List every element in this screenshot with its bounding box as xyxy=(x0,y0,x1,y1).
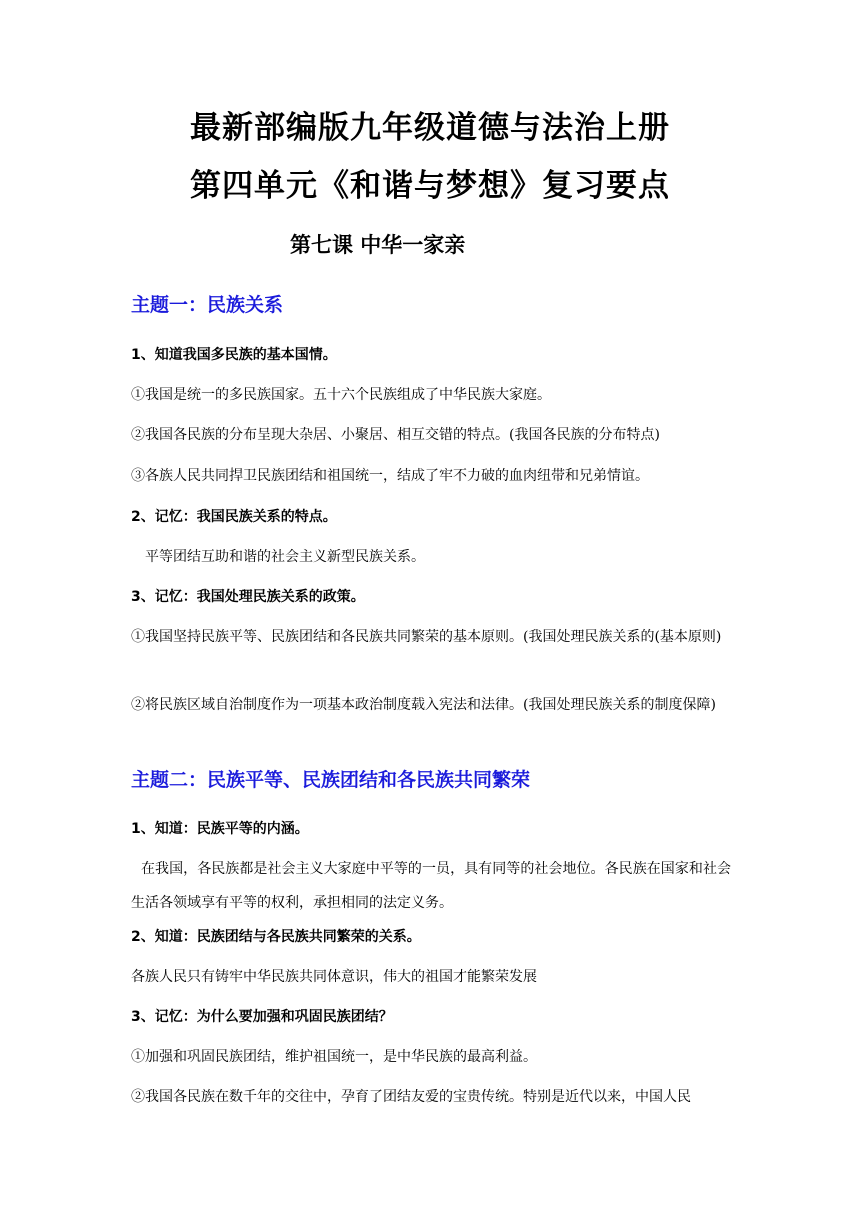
theme1-heading: 主题一：民族关系 xyxy=(131,294,284,316)
theme1-q2-answer-1: 平等团结互助和谐的社会主义新型民族关系。 xyxy=(145,549,425,565)
document-title-line2: 第四单元《和谐与梦想》复习要点 xyxy=(190,168,670,204)
theme1-q1-answer-3: ③各族人民共同捍卫民族团结和祖国统一，结成了牢不力破的血肉纽带和兄弟情谊。 xyxy=(131,468,649,484)
theme2-q3-answer-2: ②我国各民族在数千年的交往中，孕育了团结友爱的宝贵传统。特别是近代以来，中国人民 xyxy=(131,1089,691,1105)
theme1-question-3: 3、记忆：我国处理民族关系的政策。 xyxy=(131,589,365,605)
theme2-q3-answer-1: ①加强和巩固民族团结，维护祖国统一，是中华民族的最高利益。 xyxy=(131,1049,537,1065)
theme2-question-1: 1、知道：民族平等的内涵。 xyxy=(131,821,309,837)
theme1-q1-answer-1: ①我国是统一的多民族国家。五十六个民族组成了中华民族大家庭。 xyxy=(131,387,551,403)
theme2-question-2: 2、知道：民族团结与各民族共同繁荣的关系。 xyxy=(131,929,421,945)
theme2-q1-answer-1: 在我国，各民族都是社会主义大家庭中平等的一员，具有同等的社会地位。各民族在国家和社会生活各领域享有平等的权利，承担相同的法定义务。 xyxy=(131,861,731,911)
theme2-heading: 主题二：民族平等、民族团结和各民族共同繁荣 xyxy=(131,769,531,791)
theme1-q1-answer-2: ②我国各民族的分布呈现大杂居、小聚居、相互交错的特点。(我国各民族的分布特点) xyxy=(131,427,660,443)
document-title-line1: 最新部编版九年级道德与法治上册 xyxy=(190,110,670,146)
theme1-question-2: 2、记忆：我国民族关系的特点。 xyxy=(131,509,337,525)
theme2-question-3: 3、记忆：为什么要加强和巩固民族团结？ xyxy=(131,1009,393,1025)
lesson-title: 第七课 中华一家亲 xyxy=(290,233,466,257)
theme1-q3-answer-2: ②将民族区域自治制度作为一项基本政治制度载入宪法和法律。(我国处理民族关系的制度保障) xyxy=(131,697,716,713)
theme1-question-1: 1、知道我国多民族的基本国情。 xyxy=(131,347,337,363)
theme1-q3-answer-1: ①我国坚持民族平等、民族团结和各民族共同繁荣的基本原则。(我国处理民族关系的(基本原则) xyxy=(131,629,722,645)
theme2-q2-answer-1: 各族人民只有铸牢中华民族共同体意识，伟大的祖国才能繁荣发展 xyxy=(131,969,537,985)
